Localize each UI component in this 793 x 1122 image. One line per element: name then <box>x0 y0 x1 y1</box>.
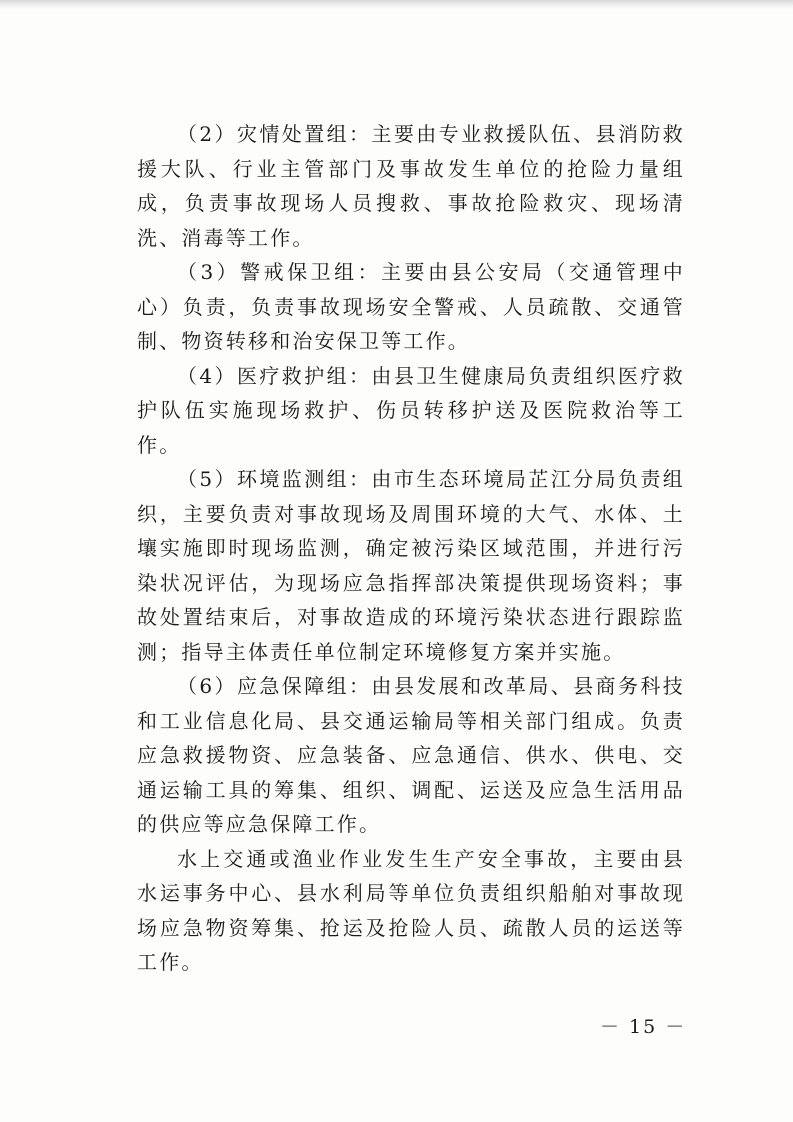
paragraph-disaster-handling-group: （2）灾情处置组：主要由专业救援队伍、县消防救援大队、行业主管部门及事故发生单位的抢险力量组成，负责事故现场人员搜救、事故抢险救灾、现场清洗、消毒等工作。 <box>137 122 685 250</box>
document-body <box>137 117 685 980</box>
scan-edge <box>0 0 793 10</box>
paragraph-security-group: （3）警戒保卫组：主要由县公安局（交通管理中心）负责，负责事故现场安全警戒、人员疏散、交通管制、物资转移和治安保卫等工作。 <box>137 260 685 353</box>
paragraph-environment-monitoring-group: （5）环境监测组：由市生态环境局芷江分局负责组织，主要负责对事故现场及周围环境的大气、水体、土壤实施即时现场监测，确定被污染区域范围，并进行污染状况评估，为现场应急指挥部决策提供现场资料；事故处置结束后，对事故造成的环境污染状态进行跟踪监测；指导主体责任单位制定环境修复方案并实施。 <box>137 467 685 664</box>
paragraph-water-traffic-accident: 水上交通或渔业作业发生生产安全事故，主要由县水运事务中心、县水利局等单位负责组织船舶对事故现场应急物资筹集、抢运及抢险人员、疏散人员的运送等工作。 <box>137 846 685 974</box>
paragraph-emergency-support-group: （6）应急保障组：由县发展和改革局、县商务科技和工业信息化局、县交通运输局等相关部门组成。负责应急救援物资、应急装备、应急通信、供水、供电、交通运输工具的筹集、组织、调配、运送及应急生活用品的供应等应急保障工作。 <box>137 674 685 836</box>
paragraph-medical-rescue-group: （4）医疗救护组：由县卫生健康局负责组织医疗救护队伍实施现场救护、伤员转移护送及医院救治等工作。 <box>137 363 685 457</box>
page-number: － 15 － <box>600 1016 687 1038</box>
